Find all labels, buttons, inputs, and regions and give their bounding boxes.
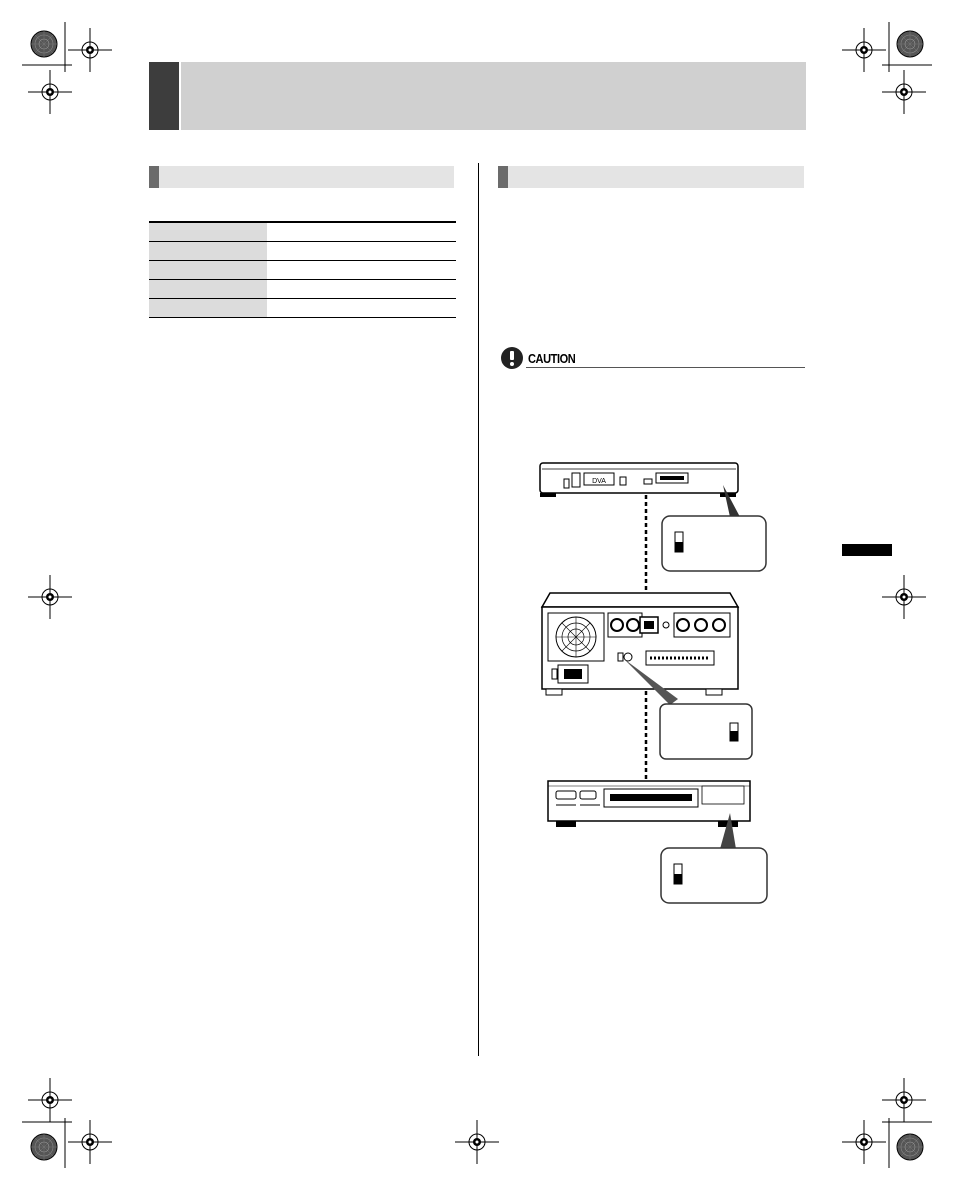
chapter-tab bbox=[149, 62, 179, 130]
table-value bbox=[267, 299, 456, 318]
left-section-header bbox=[149, 166, 454, 188]
exclamation-icon bbox=[500, 346, 524, 370]
table-row bbox=[149, 222, 456, 242]
vcr-device bbox=[548, 781, 750, 827]
column-divider bbox=[478, 163, 479, 1056]
caution-rule bbox=[526, 367, 805, 368]
caution-notice bbox=[498, 346, 805, 370]
right-section-header bbox=[498, 166, 804, 188]
table-row bbox=[149, 280, 456, 299]
table-value bbox=[267, 261, 456, 280]
page-header-bar bbox=[181, 62, 806, 130]
table-key bbox=[149, 299, 267, 318]
caution-label: CAUTION bbox=[528, 351, 576, 366]
table-key bbox=[149, 261, 267, 280]
table-key bbox=[149, 222, 267, 242]
spec-table bbox=[149, 221, 456, 318]
table-key bbox=[149, 280, 267, 299]
section-marker bbox=[149, 166, 159, 188]
table-row bbox=[149, 242, 456, 261]
table-row bbox=[149, 261, 456, 280]
side-chapter-tab bbox=[842, 544, 892, 556]
recorder-device bbox=[542, 593, 738, 695]
table-key bbox=[149, 242, 267, 261]
table-value bbox=[267, 242, 456, 261]
section-marker bbox=[498, 166, 508, 188]
table-value bbox=[267, 222, 456, 242]
connection-diagram bbox=[520, 455, 780, 915]
table-value bbox=[267, 280, 456, 299]
table-row bbox=[149, 299, 456, 318]
dva-panel-label: DVA bbox=[592, 478, 606, 485]
controller-device bbox=[540, 463, 738, 497]
